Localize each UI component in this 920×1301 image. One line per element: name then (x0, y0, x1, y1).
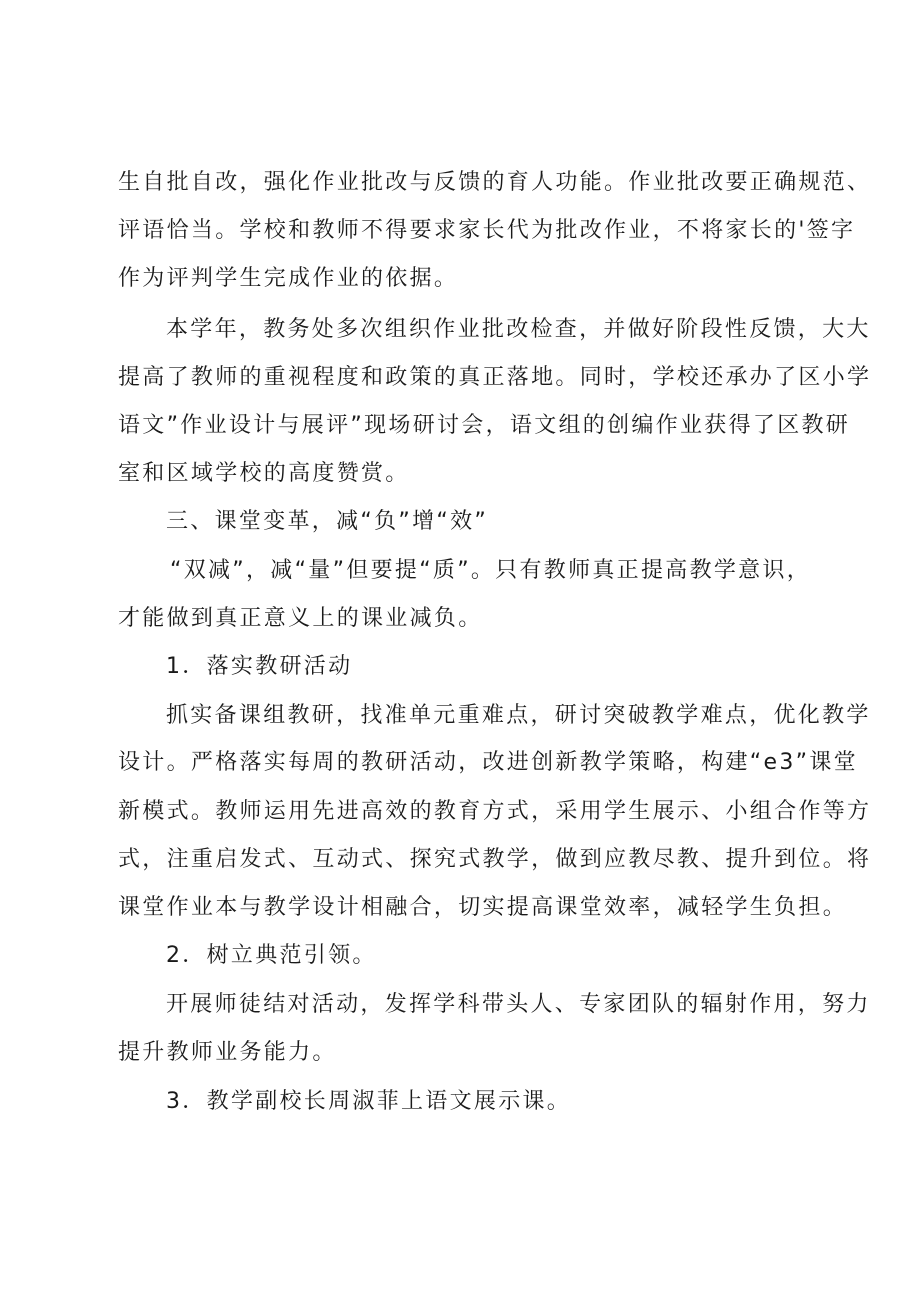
body-text-line: 式，注重启发式、互动式、探究式教学，做到应教尽教、提升到位。将 (118, 847, 872, 872)
body-text-line: 提高了教师的重视程度和政策的真正落地。同时，学校还承办了区小学 (118, 365, 872, 390)
body-text-line: 设计。严格落实每周的教研活动，改进创新教学策略，构建“e3”课堂 (118, 750, 858, 775)
body-text-line: 室和区域学校的高度赞赏。 (118, 461, 410, 486)
body-text-line: 新模式。教师运用先进高效的教育方式，采用学生展示、小组合作等方 (118, 799, 872, 824)
body-text-line: 提升教师业务能力。 (118, 1040, 337, 1065)
body-text-line: 才能做到真正意义上的课业减负。 (118, 606, 483, 631)
subsection-heading: 2．树立典范引领。 (166, 943, 377, 968)
subsection-heading: 3．教学副校长周淑菲上语文展示课。 (166, 1089, 572, 1114)
body-text-line: 语文”作业设计与展评”现场研讨会，语文组的创编作业获得了区教研 (118, 413, 851, 438)
body-text-line: “双减”，减“量”但要提“质”。只有教师真正提高教学意识， (170, 558, 812, 583)
body-text-line: 本学年，教务处多次组织作业批改检查，并做好阶段性反馈，大大 (166, 317, 871, 342)
body-text-line: 生自批自改，强化作业批改与反馈的育人功能。作业批改要正确规范、 (118, 170, 872, 195)
body-text-line: 开展师徒结对活动，发挥学科带头人、专家团队的辐射作用，努力 (166, 992, 871, 1017)
body-text-line: 作为评判学生完成作业的依据。 (118, 266, 459, 291)
body-text-line: 课堂作业本与教学设计相融合，切实提高课堂效率，减轻学生负担。 (118, 895, 848, 920)
section-heading: 三、课堂变革，减“负”增“效” (166, 509, 489, 534)
body-text-line: 抓实备课组教研，找准单元重难点，研讨突破教学难点，优化教学 (166, 703, 871, 728)
subsection-heading: 1．落实教研活动 (166, 654, 353, 679)
body-text-line: 评语恰当。学校和教师不得要求家长代为批改作业，不将家长的'签字 (118, 218, 856, 243)
